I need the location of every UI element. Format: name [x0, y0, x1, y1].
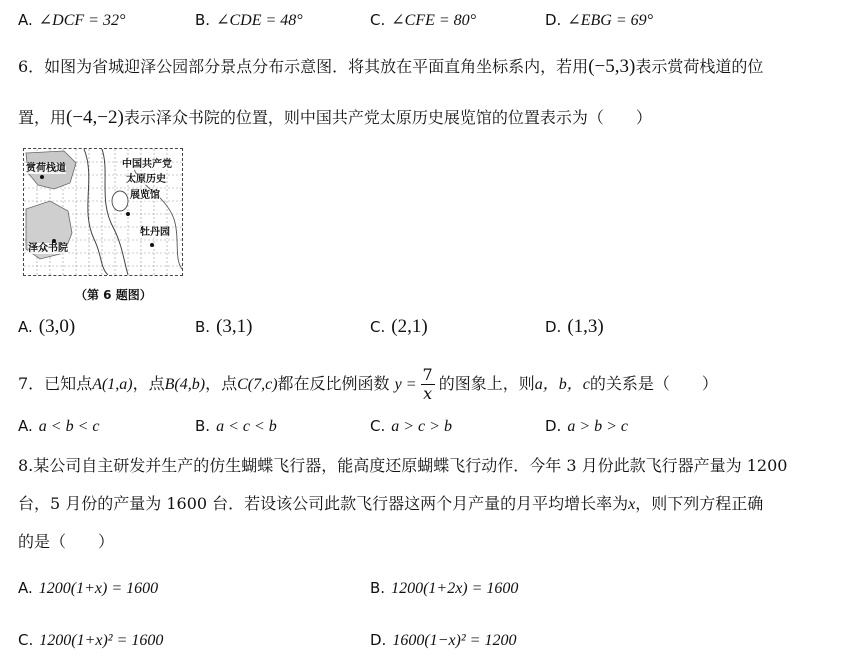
q8-stem-line2 [18, 494, 763, 515]
option-label: C. [370, 417, 386, 435]
option-text: 1200(1+x)² = 1600 [39, 632, 164, 649]
q7-option-d [545, 416, 628, 437]
q6-option-d [545, 317, 604, 337]
q7-stem [18, 366, 718, 403]
q7-text: ，点 [205, 374, 238, 393]
q5-option-a [18, 10, 125, 31]
option-text: 1200(1+x) = 1600 [38, 580, 159, 597]
q7-point-b: B(4,b) [164, 376, 206, 393]
option-text: (3,1) [216, 316, 253, 337]
q8-option-a [18, 578, 158, 599]
q7-text: 7．已知点 [18, 374, 93, 393]
option-label: A. [18, 579, 33, 597]
option-label: B. [195, 318, 211, 336]
q5-option-d [545, 10, 653, 31]
map-label-museum-1: 中国共产党 [122, 159, 172, 170]
option-label: D. [545, 417, 562, 435]
option-text: a > b > c [567, 418, 629, 435]
map-label-zezhong: 泽众书院 [28, 243, 68, 254]
q7-function-lhs: y = [394, 376, 417, 393]
q6-text: 6．如图为省城迎泽公园部分景点分布示意图．将其放在平面直角坐标系内，若用 [18, 57, 589, 76]
q8-text: 8.某公司自主研发并生产的仿生蝴蝶飞行器，能高度还原蝴蝶飞行动作．今年 3 月份此款飞行器产量为 1200 [18, 456, 788, 475]
q6-coord-shanghe: (−5,3) [588, 56, 636, 77]
q7-option-c [370, 416, 452, 437]
map-label-museum-2: 太原历史 [126, 174, 166, 185]
option-label: A. [18, 318, 33, 336]
map-label-shanghe: 赏荷栈道 [26, 163, 66, 174]
q8-stem-line3 [18, 532, 114, 552]
option-text: ∠DCF = 32° [38, 12, 126, 29]
point-shanghe [40, 175, 44, 179]
pond-ellipse [112, 191, 128, 211]
q6-text: 置，用 [18, 108, 67, 127]
q8-text: 的是（ ） [18, 532, 115, 551]
option-label: C. [18, 631, 34, 649]
figure-caption: （第 6 题图） [75, 288, 152, 302]
q6-coord-zezhong: (−4,−2) [66, 107, 124, 128]
q8-var-x: x [628, 496, 636, 513]
q6-option-c [370, 317, 428, 337]
q8-option-c [18, 630, 163, 651]
q8-stem-line1 [18, 456, 787, 476]
q6-option-a [18, 317, 75, 337]
q7-text: 都在反比例函数 [277, 374, 390, 393]
option-text: a < b < c [38, 418, 100, 435]
q7-option-b [195, 416, 277, 437]
option-label: C. [370, 11, 386, 29]
option-label: A. [18, 417, 33, 435]
q5-option-c [370, 10, 476, 31]
q7-point-a: A(1,a) [92, 376, 133, 393]
q8-text: ，则下列方程正确 [635, 494, 764, 513]
option-text: 1600(1−x)² = 1200 [392, 632, 517, 649]
q6-stem-line1 [18, 57, 763, 77]
option-text: ∠EBG = 69° [567, 12, 654, 29]
q7-text: 的图象上，则 [438, 374, 535, 393]
q6-text: 表示赏荷栈道的位 [635, 57, 764, 76]
park-map-figure [23, 148, 183, 276]
point-mudan [150, 243, 154, 247]
option-text: 1200(1+2x) = 1600 [391, 580, 519, 597]
q7-text: 的关系是（ ） [589, 374, 718, 393]
q7-text: ，点 [132, 374, 165, 393]
option-label: D. [545, 11, 562, 29]
option-label: A. [18, 11, 33, 29]
q6-stem-line2 [18, 108, 652, 128]
option-label: B. [195, 11, 211, 29]
option-text: a > c > b [391, 418, 452, 435]
option-text: a < c < b [216, 418, 277, 435]
option-text: (3,0) [38, 316, 76, 337]
option-label: D. [545, 318, 562, 336]
q8-option-b [370, 578, 518, 599]
option-text: (2,1) [391, 316, 428, 337]
fraction-numerator: 7 [422, 365, 433, 384]
q6-text: 表示泽众书院的位置，则中国共产党太原历史展览馆的位置表示为（ ） [123, 108, 652, 127]
fraction-denominator: x [423, 384, 433, 403]
point-museum [126, 212, 130, 216]
q8-option-d [370, 630, 516, 651]
option-label: B. [370, 579, 386, 597]
option-text: ∠CFE = 80° [391, 12, 477, 29]
q7-point-c: C(7,c) [237, 376, 278, 393]
q7-option-a [18, 416, 99, 437]
q7-fraction [421, 366, 435, 403]
option-label: B. [195, 417, 211, 435]
q8-text: 台，5 月份的产量为 1600 台．若设该公司此款飞行器这两个月产量的月平均增长率为 [18, 494, 629, 513]
option-label: C. [370, 318, 386, 336]
q5-option-b [195, 10, 303, 31]
q6-option-b [195, 317, 252, 337]
map-label-mudan: 牡丹园 [140, 227, 170, 238]
map-label-museum-3: 展览馆 [130, 190, 160, 201]
option-text: (1,3) [567, 316, 604, 337]
q7-vars: a，b，c [534, 376, 590, 393]
option-text: ∠CDE = 48° [216, 12, 303, 29]
option-label: D. [370, 631, 387, 649]
